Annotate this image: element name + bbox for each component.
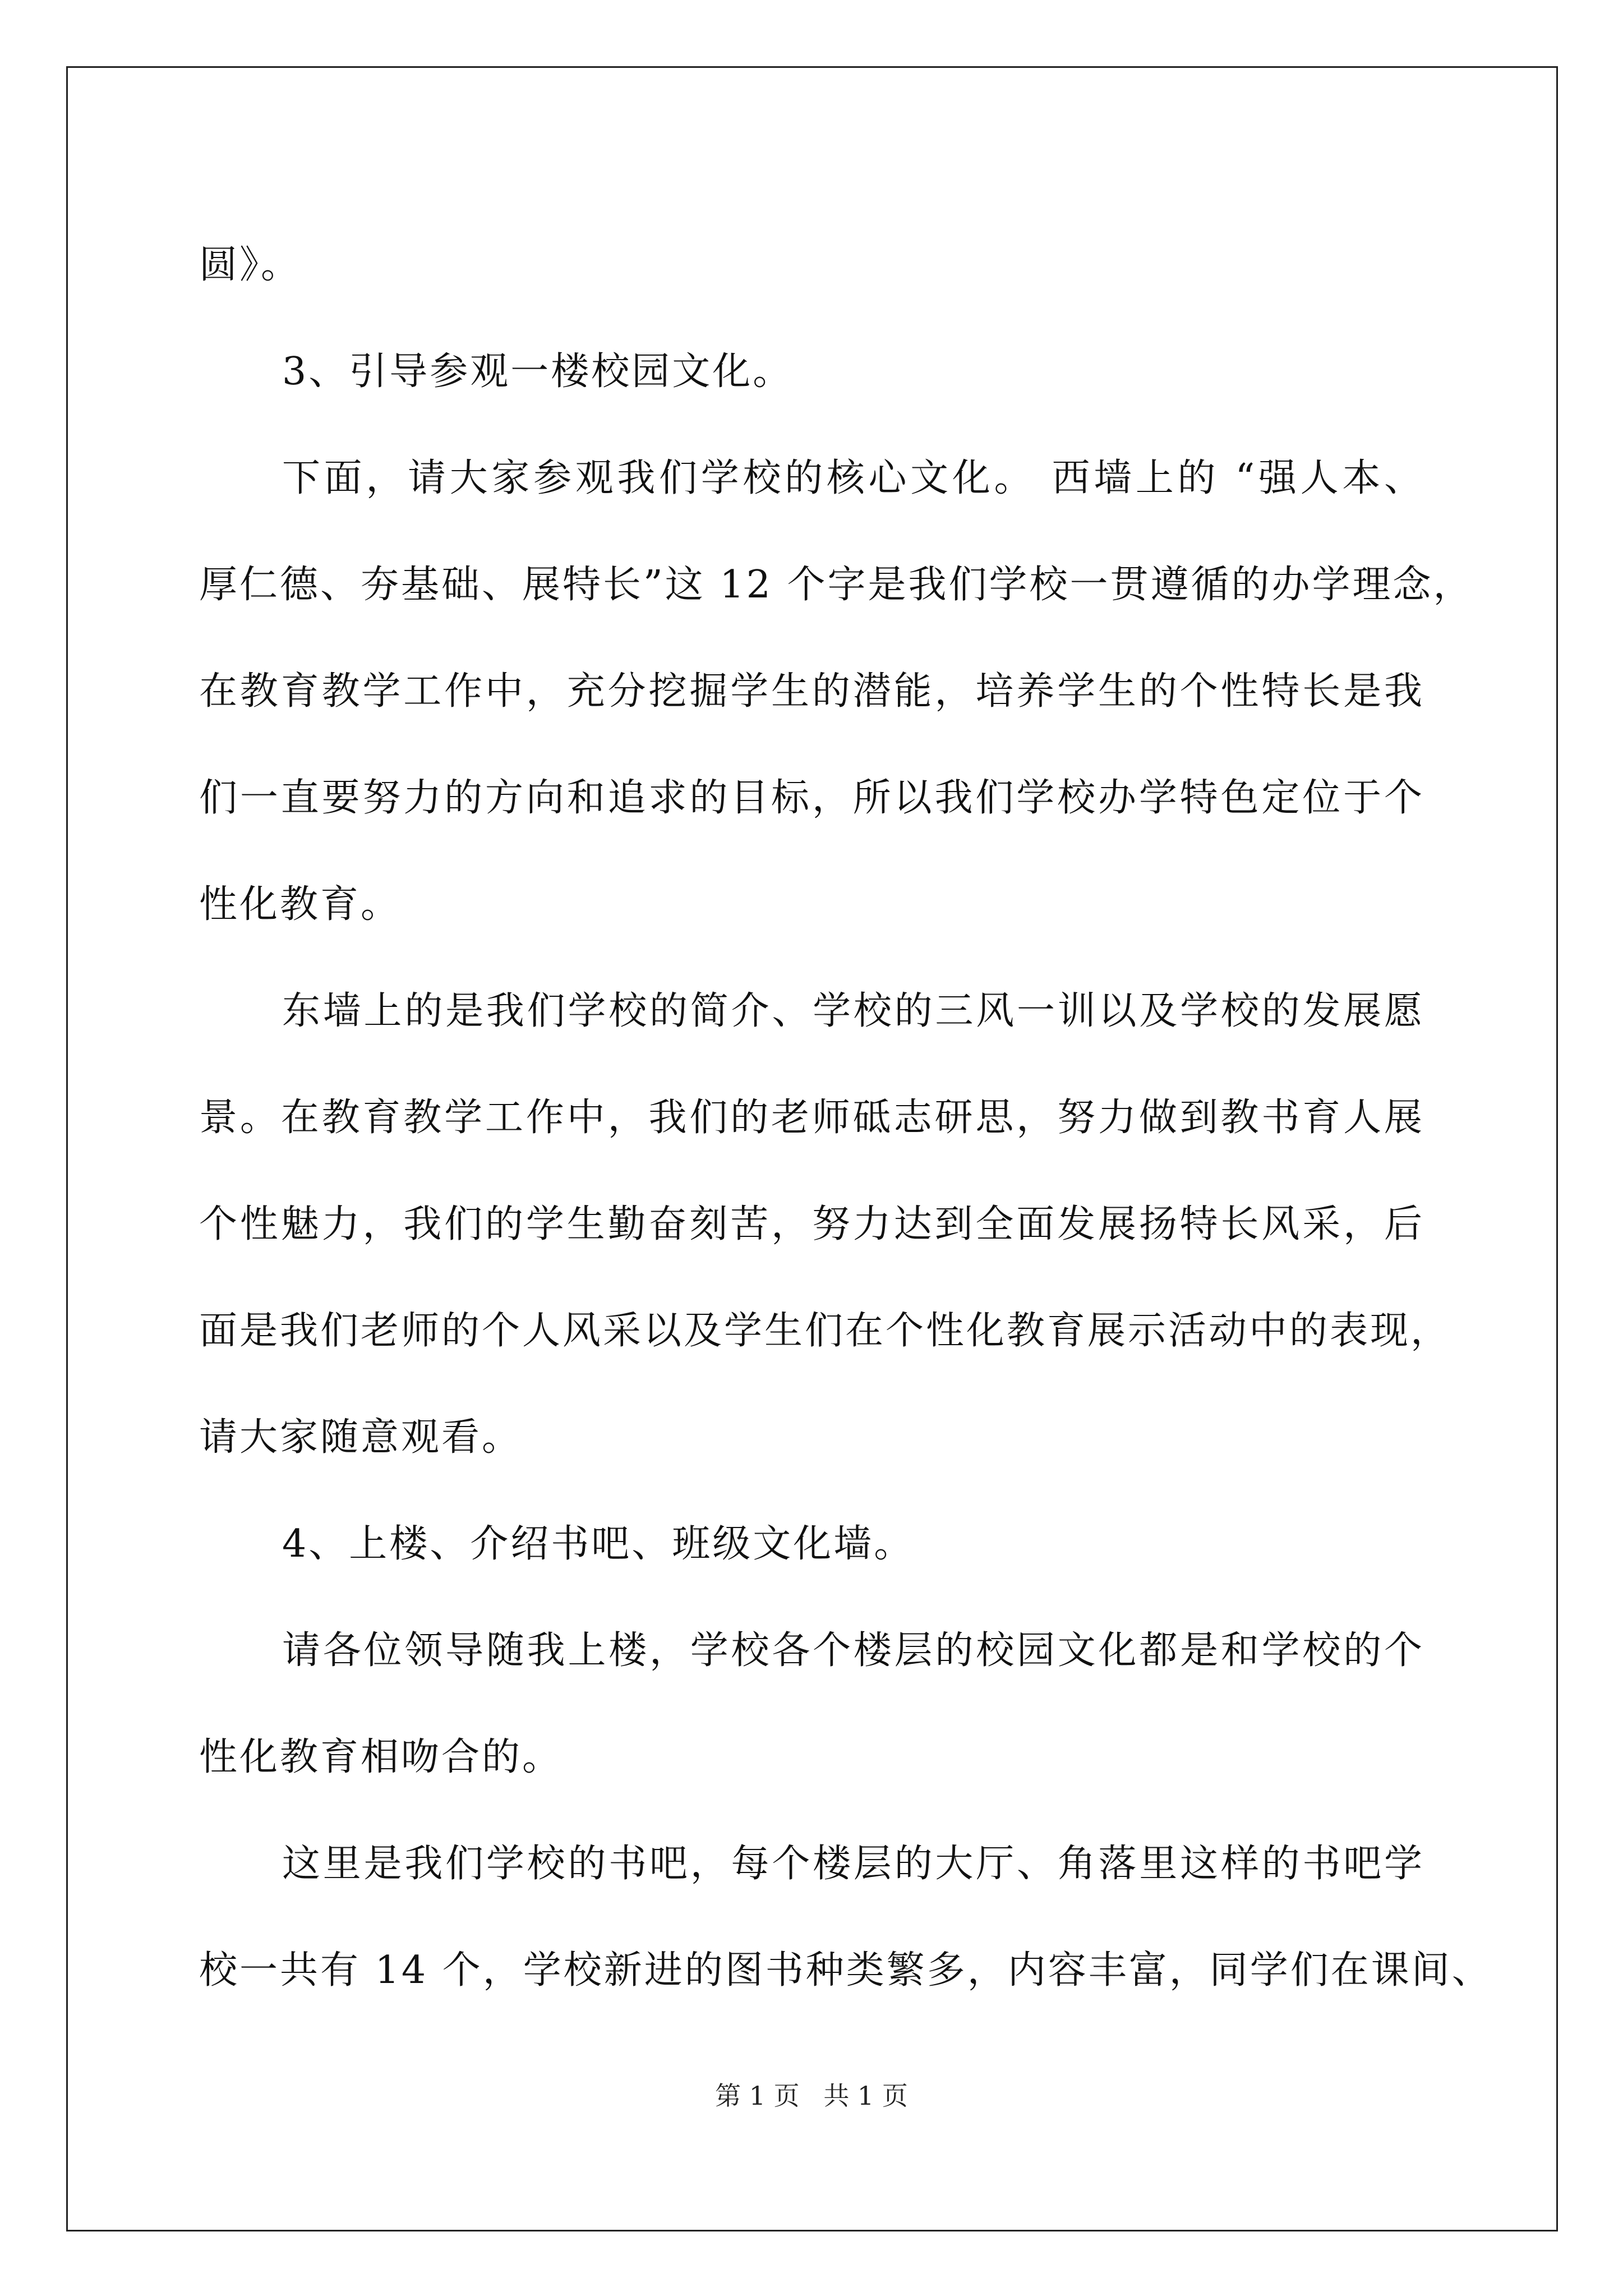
text-line: 性化教育相吻合的。 (199, 1735, 563, 1779)
document-body (199, 212, 1492, 2024)
text-line: 厚仁德、夯基础、展特长”这 12 个字是我们学校一贯遵循的办学理念， (199, 563, 1474, 607)
page-number-current: 第 1 页 (715, 2081, 800, 2111)
text-line: 面是我们老师的个人风采以及学生们在个性化教育展示活动中的表现， (199, 1309, 1451, 1353)
text-line: 3、引导参观一楼校园文化。 (282, 349, 794, 394)
text-line: 4、上楼、介绍书吧、班级文化墙。 (282, 1522, 915, 1566)
text-line: 东墙上的是我们学校的简介、学校的三风一训以及学校的发展愿 (282, 989, 1424, 1033)
text-line: 们一直要努力的方向和追求的目标，所以我们学校办学特色定位于个 (199, 776, 1424, 820)
page-number-total: 共 1 页 (823, 2081, 908, 2111)
text-line: 圆》。 (199, 243, 302, 287)
text-line: 请各位领导随我上楼，学校各个楼层的校园文化都是和学校的个 (282, 1628, 1424, 1673)
text-line: 这里是我们学校的书吧，每个楼层的大厅、角落里这样的书吧学 (282, 1842, 1424, 1886)
text-line: 个性魅力，我们的学生勤奋刻苦，努力达到全面发展扬特长风采，后 (199, 1202, 1424, 1246)
text-line: 性化教育。 (199, 882, 402, 927)
page-footer (0, 2076, 1623, 2113)
text-line: 在教育教学工作中，充分挖掘学生的潜能，培养学生的个性特长是我 (199, 669, 1424, 714)
text-line: 校一共有 14 个，学校新进的图书种类繁多，内容丰富，同学们在课间、 (199, 1948, 1492, 1993)
text-line: 景。在教育教学工作中，我们的老师砥志研思，努力做到教书育人展 (199, 1096, 1424, 1140)
text-line: 下面，请大家参观我们学校的核心文化。 西墙上的 “强人本、 (282, 456, 1424, 500)
text-line: 请大家随意观看。 (199, 1415, 523, 1460)
